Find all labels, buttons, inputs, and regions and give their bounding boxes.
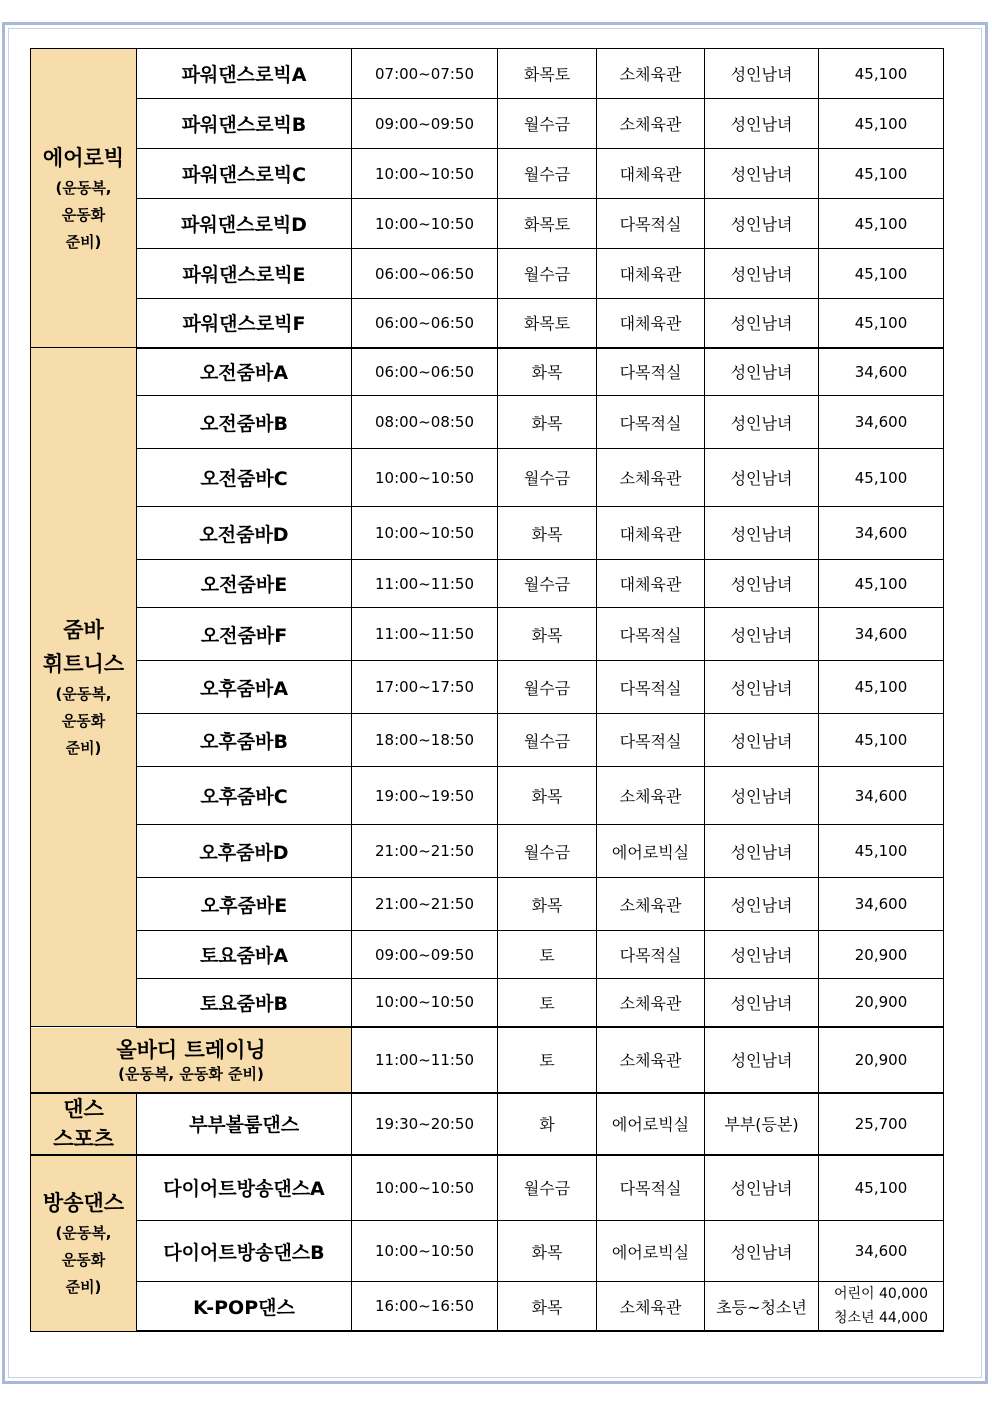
class-target: 성인남녀 (705, 199, 819, 249)
class-days: 화목 (498, 1282, 597, 1332)
class-days: 토 (498, 1027, 597, 1093)
class-target: 성인남녀 (705, 1221, 819, 1282)
class-place: 소체육관 (597, 449, 705, 507)
table-row (31, 1027, 944, 1093)
class-time: 10:00~10:50 (352, 1221, 498, 1282)
class-fee: 25,700 (819, 1093, 944, 1155)
class-target: 성인남녀 (705, 1027, 819, 1093)
class-time: 11:00~11:50 (352, 560, 498, 608)
class-fee: 45,100 (819, 49, 944, 99)
class-target: 성인남녀 (705, 979, 819, 1027)
class-time: 10:00~10:50 (352, 1155, 498, 1221)
table-row (31, 931, 944, 979)
category-note: (운동복, (55, 178, 112, 197)
class-place: 소체육관 (597, 1282, 705, 1332)
table-row (31, 348, 944, 396)
category-cell-zumba (31, 348, 137, 1027)
class-fee: 20,900 (819, 979, 944, 1027)
class-place: 다목적실 (597, 1155, 705, 1221)
class-time: 10:00~10:50 (352, 149, 498, 199)
category-note: 운동화 (61, 1250, 106, 1269)
class-time: 10:00~10:50 (352, 979, 498, 1027)
table-row (31, 507, 944, 560)
class-days: 월수금 (498, 249, 597, 299)
class-days: 화목토 (498, 199, 597, 249)
class-fee: 45,100 (819, 249, 944, 299)
class-place: 다목적실 (597, 661, 705, 714)
class-place: 소체육관 (597, 878, 705, 931)
category-cell-aerobic (31, 49, 137, 348)
class-days: 월수금 (498, 149, 597, 199)
class-days: 월수금 (498, 1155, 597, 1221)
class-days: 화목 (498, 507, 597, 560)
class-name: 토요줌바A (137, 931, 352, 979)
class-days: 월수금 (498, 825, 597, 878)
class-time: 06:00~06:50 (352, 249, 498, 299)
class-time: 10:00~10:50 (352, 199, 498, 249)
class-days: 화목 (498, 1221, 597, 1282)
category-note: 준비) (65, 1277, 102, 1296)
class-name: 파워댄스로빅B (137, 99, 352, 149)
class-days: 토 (498, 931, 597, 979)
class-days: 화 (498, 1093, 597, 1155)
class-name: 오전줌바C (137, 449, 352, 507)
class-target: 성인남녀 (705, 449, 819, 507)
class-fee: 45,100 (819, 199, 944, 249)
class-place: 소체육관 (597, 767, 705, 825)
class-fee: 34,600 (819, 767, 944, 825)
class-fee: 45,100 (819, 560, 944, 608)
class-place: 대체육관 (597, 507, 705, 560)
class-time: 10:00~10:50 (352, 449, 498, 507)
class-fee: 20,900 (819, 931, 944, 979)
category-note: (운동복, (55, 1223, 112, 1242)
class-schedule-table (30, 48, 944, 1332)
class-time: 09:00~09:50 (352, 99, 498, 149)
class-days: 월수금 (498, 560, 597, 608)
class-days: 화목 (498, 396, 597, 449)
class-target: 성인남녀 (705, 714, 819, 767)
class-target: 성인남녀 (705, 49, 819, 99)
class-fee: 45,100 (819, 661, 944, 714)
class-target: 성인남녀 (705, 99, 819, 149)
class-fee: 45,100 (819, 449, 944, 507)
class-days: 화목 (498, 348, 597, 396)
class-name: 파워댄스로빅E (137, 249, 352, 299)
class-time: 16:00~16:50 (352, 1282, 498, 1332)
class-place: 대체육관 (597, 299, 705, 348)
class-place: 다목적실 (597, 931, 705, 979)
class-fee: 45,100 (819, 714, 944, 767)
table-row (31, 199, 944, 249)
category-title: 올바디 트레이닝 (116, 1037, 266, 1062)
class-place: 다목적실 (597, 396, 705, 449)
table-row (31, 878, 944, 931)
class-time: 10:00~10:50 (352, 507, 498, 560)
class-fee (819, 1282, 944, 1332)
class-target: 성인남녀 (705, 149, 819, 199)
class-fee: 45,100 (819, 825, 944, 878)
class-name: 오후줌바E (137, 878, 352, 931)
table-row (31, 49, 944, 99)
class-target: 성인남녀 (705, 931, 819, 979)
class-place: 소체육관 (597, 49, 705, 99)
class-name: 파워댄스로빅D (137, 199, 352, 249)
class-time: 18:00~18:50 (352, 714, 498, 767)
class-place: 소체육관 (597, 979, 705, 1027)
class-name: 파워댄스로빅A (137, 49, 352, 99)
class-target: 성인남녀 (705, 878, 819, 931)
class-target: 부부(등본) (705, 1093, 819, 1155)
class-target: 성인남녀 (705, 396, 819, 449)
category-title: 줌바 (63, 617, 104, 642)
table-row (31, 99, 944, 149)
class-place: 다목적실 (597, 199, 705, 249)
class-name: 파워댄스로빅F (137, 299, 352, 348)
class-fee: 45,100 (819, 1155, 944, 1221)
class-target: 성인남녀 (705, 507, 819, 560)
class-place: 다목적실 (597, 714, 705, 767)
table-row (31, 714, 944, 767)
table-row (31, 560, 944, 608)
table-row (31, 1093, 944, 1155)
class-name: 부부볼룸댄스 (137, 1093, 352, 1155)
table-row (31, 149, 944, 199)
class-name: 오후줌바C (137, 767, 352, 825)
category-note: 운동화 (61, 205, 106, 224)
table-row (31, 1282, 944, 1332)
class-name: 토요줌바B (137, 979, 352, 1027)
class-fee: 45,100 (819, 299, 944, 348)
class-place: 대체육관 (597, 560, 705, 608)
category-title: 휘트니스 (42, 651, 125, 676)
table-row (31, 979, 944, 1027)
class-time: 21:00~21:50 (352, 878, 498, 931)
class-days: 월수금 (498, 714, 597, 767)
class-name: 오전줌바A (137, 348, 352, 396)
class-name: K-POP댄스 (137, 1282, 352, 1332)
class-target: 초등~청소년 (705, 1282, 819, 1332)
class-fee: 45,100 (819, 149, 944, 199)
class-time: 17:00~17:50 (352, 661, 498, 714)
class-place: 다목적실 (597, 608, 705, 661)
class-name: 파워댄스로빅C (137, 149, 352, 199)
class-target: 성인남녀 (705, 825, 819, 878)
class-days: 화목 (498, 878, 597, 931)
category-note: (운동복, (55, 684, 112, 703)
table-row (31, 767, 944, 825)
table-row (31, 1221, 944, 1282)
class-fee: 20,900 (819, 1027, 944, 1093)
class-fee: 34,600 (819, 1221, 944, 1282)
class-place: 에어로빅실 (597, 825, 705, 878)
class-fee: 45,100 (819, 99, 944, 149)
class-target: 성인남녀 (705, 767, 819, 825)
class-place: 대체육관 (597, 249, 705, 299)
class-name: 오후줌바B (137, 714, 352, 767)
table-row (31, 608, 944, 661)
class-place: 에어로빅실 (597, 1093, 705, 1155)
class-days: 화목토 (498, 299, 597, 348)
class-days: 화목토 (498, 49, 597, 99)
class-name: 오전줌바B (137, 396, 352, 449)
class-days: 화목 (498, 767, 597, 825)
class-time: 08:00~08:50 (352, 396, 498, 449)
class-place: 다목적실 (597, 348, 705, 396)
table-row (31, 249, 944, 299)
class-days: 화목 (498, 608, 597, 661)
class-target: 성인남녀 (705, 249, 819, 299)
class-fee: 34,600 (819, 348, 944, 396)
class-target: 성인남녀 (705, 299, 819, 348)
class-days: 토 (498, 979, 597, 1027)
category-title: 스포츠 (53, 1126, 114, 1151)
class-days: 월수금 (498, 99, 597, 149)
class-time: 06:00~06:50 (352, 348, 498, 396)
class-time: 07:00~07:50 (352, 49, 498, 99)
class-place: 에어로빅실 (597, 1221, 705, 1282)
class-place: 소체육관 (597, 99, 705, 149)
class-time: 06:00~06:50 (352, 299, 498, 348)
class-place: 대체육관 (597, 149, 705, 199)
class-target: 성인남녀 (705, 608, 819, 661)
category-note: 준비) (65, 232, 102, 251)
class-name: 오후줌바D (137, 825, 352, 878)
class-name: 다이어트방송댄스A (137, 1155, 352, 1221)
category-note: 준비) (65, 738, 102, 757)
class-name: 오전줌바D (137, 507, 352, 560)
class-days: 월수금 (498, 661, 597, 714)
category-note: (운동복, 운동화 준비) (118, 1064, 264, 1083)
class-time: 11:00~11:50 (352, 1027, 498, 1093)
class-name: 다이어트방송댄스B (137, 1221, 352, 1282)
class-time: 19:30~20:50 (352, 1093, 498, 1155)
category-cell-allbody (31, 1027, 352, 1093)
class-target: 성인남녀 (705, 1155, 819, 1221)
class-target: 성인남녀 (705, 661, 819, 714)
category-title: 댄스 (63, 1096, 104, 1121)
class-time: 09:00~09:50 (352, 931, 498, 979)
class-time: 19:00~19:50 (352, 767, 498, 825)
class-target: 성인남녀 (705, 348, 819, 396)
fee-children: 어린이 40,000 (833, 1286, 928, 1302)
class-fee: 34,600 (819, 878, 944, 931)
category-cell-dancesports (31, 1093, 137, 1155)
table-row (31, 449, 944, 507)
category-note: 운동화 (61, 711, 106, 730)
class-fee: 34,600 (819, 396, 944, 449)
class-fee: 34,600 (819, 507, 944, 560)
table-row (31, 299, 944, 348)
class-place: 소체육관 (597, 1027, 705, 1093)
class-name: 오전줌바E (137, 560, 352, 608)
fee-youth: 청소년 44,000 (833, 1310, 928, 1326)
class-name: 오후줌바A (137, 661, 352, 714)
table-row (31, 661, 944, 714)
table-row (31, 825, 944, 878)
class-target: 성인남녀 (705, 560, 819, 608)
table-row (31, 396, 944, 449)
category-title: 에어로빅 (42, 145, 125, 170)
class-days: 월수금 (498, 449, 597, 507)
class-name: 오전줌바F (137, 608, 352, 661)
class-fee: 34,600 (819, 608, 944, 661)
table-row (31, 1155, 944, 1221)
class-time: 11:00~11:50 (352, 608, 498, 661)
category-cell-broadcast (31, 1155, 137, 1332)
category-title: 방송댄스 (42, 1190, 125, 1215)
class-time: 21:00~21:50 (352, 825, 498, 878)
